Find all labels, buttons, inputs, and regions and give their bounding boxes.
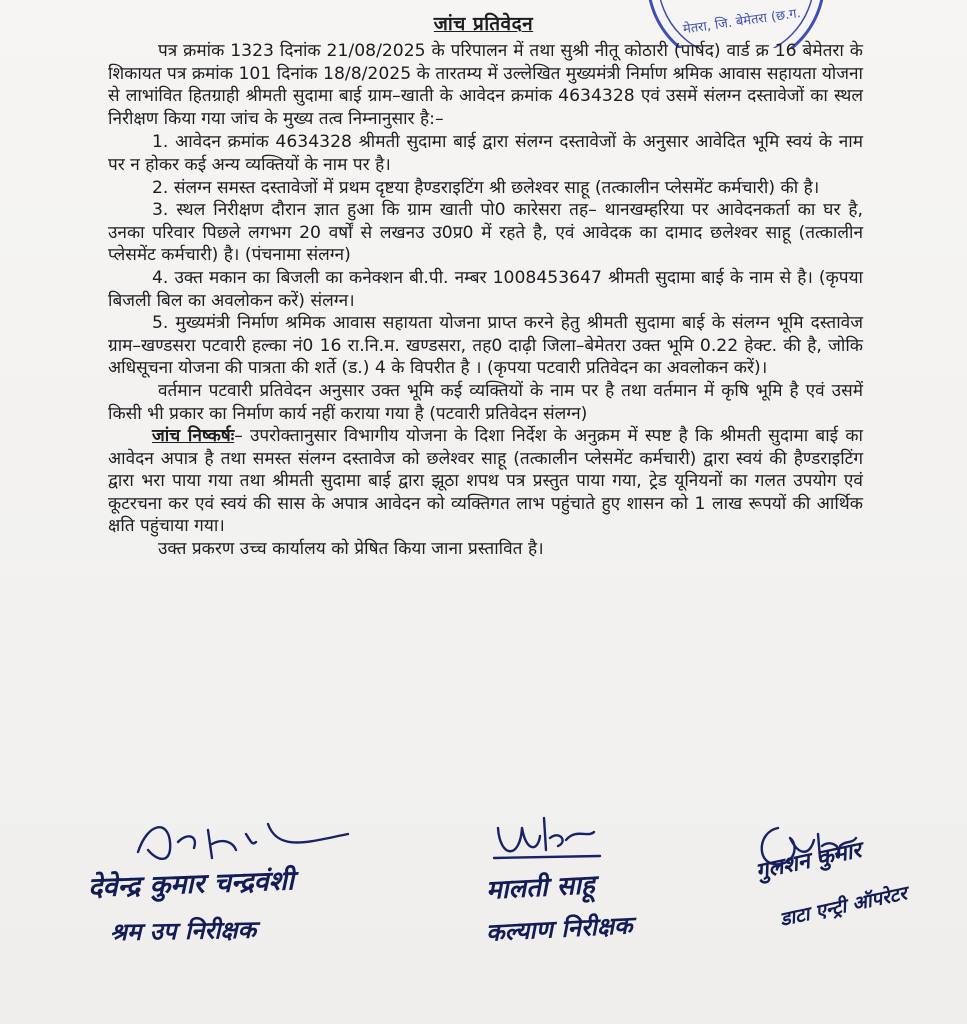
document-title: जांच प्रतिवेदन bbox=[433, 13, 534, 35]
finding-item-4: 4. उक्त मकान का बिजली का कनेक्शन बी.पी. नम्बर 1008453647 श्रीमती सुदामा बाई के नाम से है। (कृपया बिजली बिल का अवलोकन करें) संलग्न। bbox=[108, 267, 863, 311]
signature-block-1 bbox=[88, 812, 418, 962]
finding-item-1: 1. आवेदन क्रमांक 4634328 श्रीमती सुदामा बाई द्वारा संलग्न दस्तावेजों के अनुसार आवेदित भूमि स्वयं के नाम पर न होकर कई अन्य व्यक्तियों के नाम पर है। bbox=[108, 132, 863, 175]
conclusion-label: जांच निष्कर्षः bbox=[152, 426, 235, 447]
conclusion-text: – उपरोक्तानुसार विभागीय योजना के दिशा निर्देश के अनुक्रम में स्पष्ट है कि श्रीमती सुदामा बाई का आवेदन अपात्र है तथा समस्त संलग्न दस्तावेज को छलेश्वर साहू (तत्कालीन प्लेसमेंट कर्मचारी) द्वारा स्वयं की हैण्डराइटिंग द्वारा भरा पाया गया तथा श्रीमती सुदामा बाई द्वारा झूठा शपथ पत्र प्रस्तुत पाया गया, ट्रेड यूनियनों का गलत उपयोग एवं कूटरचना कर एवं स्वयं की सास के अपात्र आवेदन को व्यक्तिगत लाभ पहुंचाते हुए शासन को 1 लाख रूपयों की आर्थिक क्षति पहुंचाया गया। bbox=[108, 426, 863, 537]
signatory-2-designation: कल्याण निरीक्षक bbox=[485, 910, 634, 947]
finding-item-2: 2. संलग्न समस्त दस्तावेजों में प्रथम दृष्टया हैण्डराइटिंग श्री छलेश्वर साहू (तत्कालीन प्लेसमेंट कर्मचारी) की है। bbox=[152, 177, 820, 198]
signature-scribble-2 bbox=[490, 808, 610, 868]
finding-item-3: 3. स्थल निरीक्षण दौरान ज्ञात हुआ कि ग्राम खाती पो0 कारेसरा तह– थानखम्हरिया पर आवेदनकर्ता का घर है, उनका परिवार पिछले लगभग 20 वर्षों से लखनउ उ0प्र0 में रहते है, एवं आवेदक का दामाद छलेश्वर साहू (तत्कालीन प्लेसमेंट कर्मचारी) है। (पंचनामा संलग्न) bbox=[108, 200, 863, 266]
patwari-report-paragraph: वर्तमान पटवारी प्रतिवेदन अनुसार उक्त भूमि कई व्यक्तियों के नाम पर है तथा वर्तमान में कृषि भूमि है एवं उसमें किसी भी प्रकार का निर्माण कार्य नहीं कराया गया है (पटवारी प्रतिवेदन संलग्न) bbox=[108, 380, 864, 424]
signatory-3-name: गुलशन कुमार bbox=[753, 837, 864, 885]
closing-line: उक्त प्रकरण उच्च कार्यालय को प्रेषित किया जाना प्रस्तावित है। bbox=[158, 539, 544, 560]
signatory-1-designation: श्रम उप निरीक्षक bbox=[109, 914, 257, 947]
conclusion-paragraph bbox=[108, 425, 863, 538]
signature-block-2 bbox=[480, 808, 700, 968]
signatory-3-designation: डाटा एन्ट्री ऑपरेटर bbox=[777, 882, 909, 931]
signatory-2-name: मालती साहू bbox=[485, 870, 596, 906]
signature-block-3 bbox=[736, 818, 967, 978]
finding-item-5: 5. मुख्यमंत्री निर्माण श्रमिक आवास सहायता योजना प्राप्त करने हेतु श्रीमती सुदामा बाई के संलग्न भूमि दस्तावेज ग्राम–खण्डसरा पटवारी हल्का नं0 16 रा.नि.म. खण्डसरा, तह0 दाढ़ी जिला–बेमेतरा उक्त भूमि 0.22 हेक्ट. की है, जोकि अधिसूचना योजना की पात्रता की शर्ते (ड.) 4 के विपरीत है । (कृपया पटवारी प्रतिवेदन का अवलोकन करें)। bbox=[108, 313, 863, 379]
document-body bbox=[108, 40, 863, 561]
signatory-1-name: देवेन्द्र कुमार चन्द्रवंशी bbox=[87, 865, 295, 904]
intro-paragraph: पत्र क्रमांक 1323 दिनांक 21/08/2025 के परिपालन में तथा सुश्री नीतू कोठारी (पार्षद) वार्ड क्र 16 बेमेतरा के शिकायत पत्र क्रमांक 101 दिनांक 18/8/2025 के तारतम्य में उल्लेखित मुख्यमंत्री निर्माण श्रमिक आवास सहायता योजना से लाभांवित हितग्राही श्रीमती सुदामा बाई ग्राम–खाती के आवेदन क्रमांक 4634328 एवं उसमें संलग्न दस्तावेजों का स्थल निरीक्षण किया गया जांच के मुख्य तत्व निम्नानुसार है:– bbox=[108, 41, 863, 129]
seal-text: मेतरा, जि. बेमेतरा (छ.ग. bbox=[682, 6, 802, 38]
